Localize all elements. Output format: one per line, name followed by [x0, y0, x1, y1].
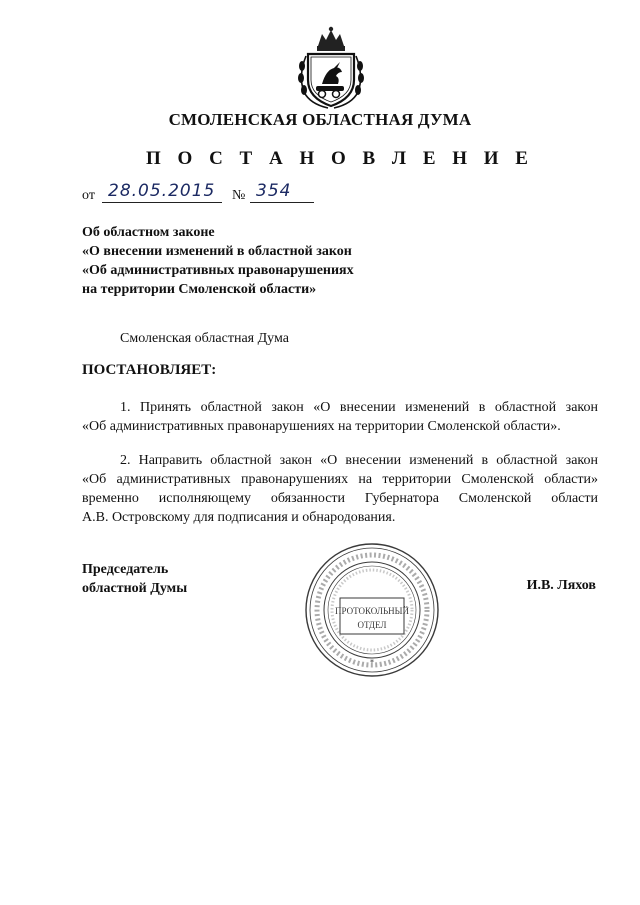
decree-heading: ПОСТАНОВЛЯЕТ: — [82, 362, 217, 378]
subject-line: на территории Смоленской области» — [82, 282, 317, 297]
seal-inner-line-2: ОТДЕЛ — [357, 620, 387, 630]
chair-title-line: Председатель — [82, 562, 169, 577]
round-seal-stamp-icon — [302, 540, 442, 680]
subject-line: «Об административных правонарушениях — [82, 263, 354, 278]
signer-name: И.В. Ляхов — [526, 578, 596, 593]
date-number-line — [82, 180, 322, 208]
paragraph-line: «Об административных правонарушениях на территории Смоленской области» — [82, 472, 598, 487]
organization-name: СМОЛЕНСКАЯ ОБЛАСТНАЯ ДУМА — [168, 110, 472, 129]
paragraph-line: временно исполняющему обязанности Губернатора Смоленской области — [82, 491, 598, 506]
seal-inner-line-1: ПРОТОКОЛЬНЫЙ — [335, 606, 409, 616]
paragraph-line: 1. Принять областной закон «О внесении изменений в областной закон — [120, 400, 598, 415]
subject-line: «О внесении изменений в областной закон — [82, 244, 352, 259]
date-prefix: от — [82, 188, 95, 203]
number-underline — [250, 202, 314, 203]
document-type: П О С Т А Н О В Л Е Н И Е — [146, 148, 534, 169]
paragraph-line: А.В. Островскому для подписания и обнародования. — [82, 510, 396, 525]
paragraph-1 — [82, 398, 598, 436]
date-underline — [102, 202, 222, 203]
paragraph-line: «Об административных правонарушениях на территории Смоленской области». — [82, 419, 561, 434]
document-subject — [82, 223, 354, 299]
number-prefix: № — [232, 188, 246, 203]
paragraph-line: 2. Направить областной закон «О внесении изменений в областной закон — [120, 453, 598, 468]
paragraph-2 — [82, 451, 598, 527]
chair-title-line: областной Думы — [82, 581, 188, 596]
svg-text:*: * — [370, 658, 374, 667]
issuing-authority: Смоленская областная Дума — [120, 331, 289, 346]
coat-of-arms-icon — [296, 26, 366, 110]
number-value: 354 — [256, 181, 292, 201]
chair-title — [82, 560, 187, 598]
subject-line: Об областном законе — [82, 225, 215, 240]
date-value: 28.05.2015 — [108, 181, 216, 201]
